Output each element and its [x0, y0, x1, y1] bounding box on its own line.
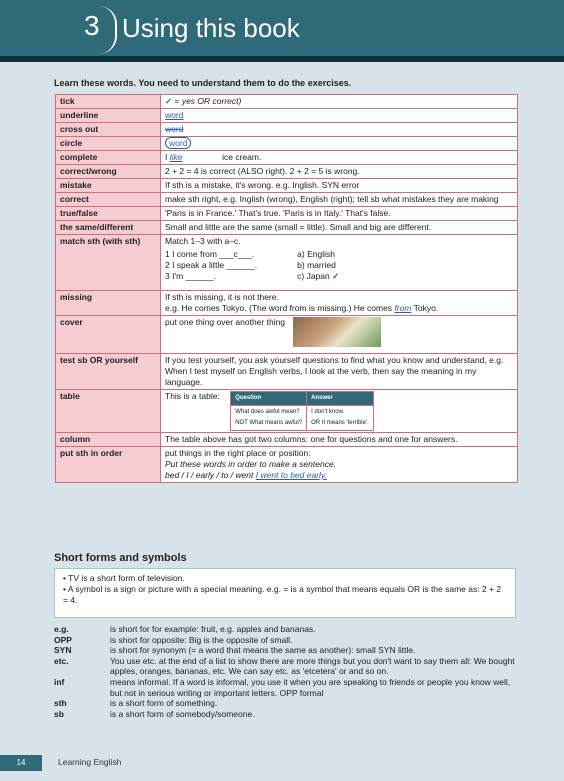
table-row	[56, 433, 518, 447]
table-row	[56, 221, 518, 235]
abbr-key: etc.	[54, 655, 69, 666]
table-row	[56, 123, 518, 137]
footer-title: Learning English	[58, 757, 122, 767]
list-item	[54, 677, 520, 698]
intro-text: Learn these words. You need to understand them to do the exercises.	[54, 78, 352, 88]
definition-cell	[161, 235, 518, 291]
definition-cell: 2 + 2 = 4 is correct (ALSO right). 2 + 2 = 5 is wrong.	[161, 165, 518, 179]
definition-text: put things in the right place or position:	[165, 448, 311, 458]
definition-text: This is a table:	[165, 391, 220, 401]
definition-text: put one thing over another thing	[165, 317, 286, 327]
list-item: a) English	[297, 249, 335, 259]
example-table	[230, 391, 374, 431]
cover-photo	[293, 317, 381, 347]
abbr-key: e.g.	[54, 624, 69, 634]
chapter-title: Using this book	[122, 13, 300, 43]
circled-word: word	[165, 137, 191, 149]
definition-text: Put these words in order to make a sentence.	[165, 459, 337, 469]
handwritten-answer: from	[394, 303, 412, 313]
definition-text: Tokyo.	[413, 303, 439, 313]
table-row	[56, 179, 518, 193]
abbr-value: is short for for example: fruit, e.g. apples and bananas.	[110, 624, 316, 634]
table-row	[56, 109, 518, 123]
definition-cell	[161, 151, 518, 165]
term-cell: table	[56, 390, 161, 433]
term-cell: underline	[56, 109, 161, 123]
chapter-number: 3	[84, 10, 100, 41]
bullet-item: • A symbol is a sign or picture with a special meaning. e.g. = is a symbol that means equals OR is the same as: 2 + 2 = 4.	[63, 584, 502, 605]
abbr-key: SYN	[54, 645, 72, 656]
abbr-value: is short for opposite: Big is the opposite of small.	[110, 634, 293, 645]
abbreviation-list	[54, 624, 520, 719]
vocabulary-table	[55, 94, 518, 483]
table-row	[56, 235, 518, 291]
list-item: 2 I speak a little ______.	[165, 260, 258, 270]
definition-text: Match 1–3 with a–c.	[165, 236, 241, 246]
term-cell: tick	[56, 95, 161, 109]
cell-text: I don't know.	[311, 409, 345, 415]
list-item	[54, 624, 520, 635]
term-cell: put sth in order	[56, 447, 161, 483]
list-item	[54, 709, 520, 720]
example-table-cell	[307, 406, 374, 431]
abbr-key: OPP	[54, 634, 72, 645]
term-cell: mistake	[56, 179, 161, 193]
match-exercise	[165, 249, 513, 282]
list-item: b) married	[297, 260, 336, 270]
definition-cell	[161, 109, 518, 123]
abbr-value: means informal. If a word is informal, you use it when you are speaking to friends or people you know well, but not in serious writing or important letters. OPP formal	[110, 676, 511, 698]
definition-cell	[161, 137, 518, 151]
definition-cell	[161, 390, 518, 433]
section-title: Short forms and symbols	[54, 552, 187, 564]
table-row	[56, 354, 518, 390]
definition-text: bed / I / early / to / went	[165, 470, 254, 480]
term-cell: complete	[56, 151, 161, 165]
term-cell: the same/different	[56, 221, 161, 235]
bullet-item: • TV is a short form of television.	[63, 573, 185, 583]
definition-text: I	[165, 152, 168, 162]
table-row	[56, 151, 518, 165]
example-table-cell	[231, 406, 307, 431]
table-row	[56, 390, 518, 433]
definition-cell: If sth is a mistake, it's wrong. e.g. Inglish. SYN error	[161, 179, 518, 193]
list-item: 1 I come from ___c___.	[165, 249, 255, 259]
definition-example	[165, 470, 513, 481]
chapter-header	[0, 0, 564, 62]
cell-text: What does awful mean?	[235, 409, 300, 415]
definition-cell	[161, 123, 518, 137]
term-cell: circle	[56, 137, 161, 151]
abbr-value: is a short form of somebody/someone.	[110, 708, 255, 719]
term-cell: test sb OR yourself	[56, 354, 161, 390]
definition-text: e.g. He comes Tokyo. (The word from is missing.) He comes	[165, 303, 393, 313]
table-row	[56, 316, 518, 354]
definition-cell	[161, 447, 518, 483]
term-cell: missing	[56, 291, 161, 316]
list-item	[54, 656, 520, 677]
short-forms-box	[54, 568, 516, 618]
handwritten-answer: like	[169, 152, 183, 162]
definition-cell	[161, 291, 518, 316]
definition-text: = yes OR correct)	[174, 96, 242, 106]
definition-cell: Small and little are the same (small = little). Small and big are different.	[161, 221, 518, 235]
example-table-header: Question	[231, 392, 307, 406]
check-mark-icon: ✓	[332, 271, 340, 281]
definition-cell	[161, 316, 518, 354]
list-item	[297, 271, 339, 282]
table-row	[56, 137, 518, 151]
list-item	[54, 635, 520, 646]
example-table-header: Answer	[307, 392, 374, 406]
table-row	[56, 165, 518, 179]
table-row	[56, 207, 518, 221]
table-row	[56, 95, 518, 109]
cell-text: NOT What means awful?	[235, 420, 303, 426]
abbr-key: sth	[54, 698, 67, 709]
definition-text: ice cream.	[222, 152, 262, 162]
term-cell: cover	[56, 316, 161, 354]
page-number: 14	[0, 755, 42, 771]
term-cell: cross out	[56, 123, 161, 137]
table-row	[56, 447, 518, 483]
abbr-value: is a short form of something.	[110, 698, 218, 709]
term-cell: correct/wrong	[56, 165, 161, 179]
definition-example	[165, 303, 513, 314]
definition-text: If sth is missing, it is not there.	[165, 292, 279, 302]
abbr-value: You use etc. at the end of a list to show there are more things but you don't want to say them all: We bought apples, oranges, bananas, etc. We can say etc. as 'etcetera' or and so on.	[110, 655, 515, 677]
term-cell: correct	[56, 193, 161, 207]
cell-text: OR It means 'terrible'.	[311, 420, 369, 426]
table-row	[56, 291, 518, 316]
abbr-value: is short for synonym (= a word that means the same as another): small SYN little.	[110, 645, 416, 656]
definition-cell: 'Paris is in France.' That's true. 'Paris is in Italy.' That's false.	[161, 207, 518, 221]
definition-cell: make sth right, e.g. Inglish (wrong), English (right); tell sb what mistakes they are making	[161, 193, 518, 207]
match-right-column	[297, 249, 339, 282]
term-cell: column	[56, 433, 161, 447]
definition-cell	[161, 95, 518, 109]
handwritten-answer: I went to bed early.	[255, 470, 327, 480]
term-cell: true/false	[56, 207, 161, 221]
definition-cell: The table above has got two columns: one for questions and one for answers.	[161, 433, 518, 447]
list-item	[54, 698, 520, 709]
term-cell: match sth (with sth)	[56, 235, 161, 291]
match-left-column	[165, 249, 257, 282]
chapter-bracket	[99, 6, 117, 54]
list-item	[54, 645, 520, 656]
crossed-word: word	[165, 124, 184, 134]
abbr-key: inf	[54, 676, 65, 687]
check-mark-icon: ✓	[165, 96, 173, 106]
table-row	[56, 193, 518, 207]
list-item: 3 I'm ______.	[165, 271, 217, 281]
definition-cell: If you test yourself, you ask yourself questions to find what you know and understand, e.g. When I test myself on English verbs, I look at the verb, then say the meaning in my language.	[161, 354, 518, 390]
underlined-word: word	[165, 110, 184, 120]
abbr-key: sb	[54, 708, 64, 719]
list-item-text: c) Japan	[297, 271, 330, 281]
